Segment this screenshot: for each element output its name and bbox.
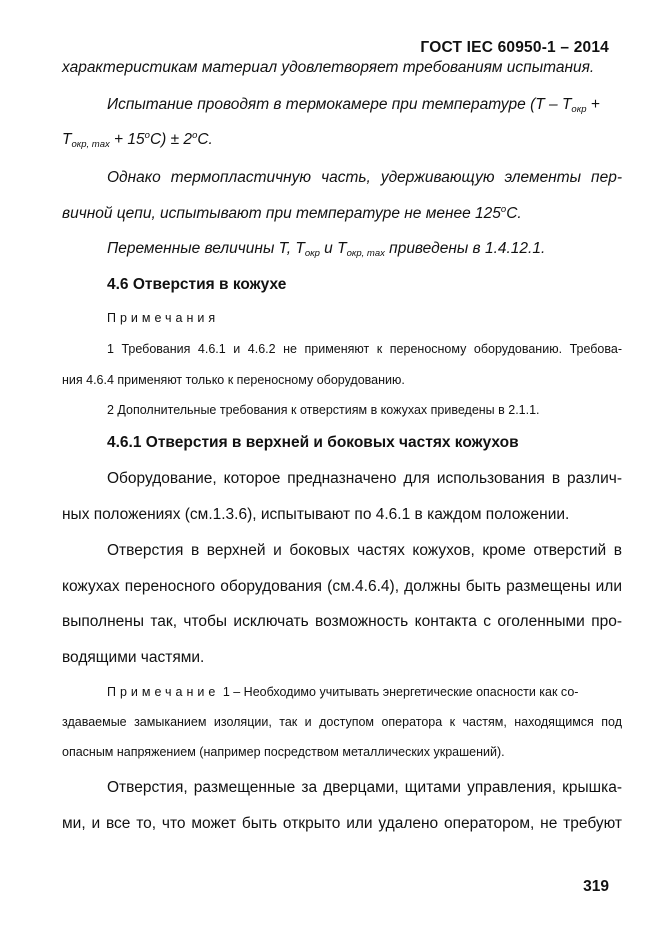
paragraph-doors-line1: Отверстия, размещенные за дверцами, щитами управления, крышка- xyxy=(107,779,622,796)
paragraph-thermoplastic-line1: Однако термопластичную часть, удерживающую элементы пер- xyxy=(107,169,622,186)
note-1-line1: 1 Требования 4.6.1 и 4.6.2 не применяют к переносному оборудованию. Требова- xyxy=(107,342,622,356)
paragraph-equipment-line2: ных положениях (см.1.3.6), испытывают по 4.6.1 в каждом положении. xyxy=(62,506,570,523)
note-3-line1: Примечание 1 – Необходимо учитывать энергетические опасности как со- xyxy=(107,685,579,699)
notes-label: Примечания xyxy=(107,311,220,325)
paragraph-openings-line4: водящими частями. xyxy=(62,649,205,666)
note-1-line2: ния 4.6.4 применяют только к переносному оборудованию. xyxy=(62,373,405,387)
paragraph-thermoplastic-line2: вичной цепи, испытывают при температуре не менее 125$^o$C. xyxy=(62,204,522,222)
paragraph-openings-line2: кожухах переносного оборудования (см.4.6.4), должны быть размещены или xyxy=(62,578,622,595)
paragraph-openings-line1: Отверстия в верхней и боковых частях кожухов, кроме отверстий в xyxy=(107,542,622,559)
paragraph-doors-line2: ми, и все то, что может быть открыто или удалено оператором, не требуют xyxy=(62,815,622,832)
note-3-line2: здаваемые замыканием изоляции, так и доступом оператора к частям, находящимся под xyxy=(62,715,622,729)
paragraph-equipment-line1: Оборудование, которое предназначено для использования в различ- xyxy=(107,470,622,487)
paragraph-variables: Переменные величины T, $T_{окр}$ и $T_{окр, max}$ приведены в 1.4.12.1. xyxy=(107,240,546,259)
note-3-line3: опасным напряжением (например посредством металлических украшений). xyxy=(62,745,505,759)
note-2: 2 Дополнительные требования к отверстиям в кожухах приведены в 2.1.1. xyxy=(107,403,540,417)
paragraph-line: характеристикам материал удовлетворяет требованиям испытания. xyxy=(62,59,595,76)
paragraph-test-conditions-line1: Испытание проводят в термокамере при температуре ($T - T_{окр}$ + xyxy=(107,96,600,115)
paragraph-openings-line3: выполнены так, чтобы исключать возможность контакта с оголенными про- xyxy=(62,613,622,630)
paragraph-test-conditions-line2: $T_{окр, max} + 15^oC) \pm 2^oC$. xyxy=(62,130,213,150)
section-heading-4-6-1: 4.6.1 Отверстия в верхней и боковых частях кожухов xyxy=(107,434,519,451)
page-number: 319 xyxy=(583,878,609,895)
section-heading-4-6: 4.6 Отверстия в кожухе xyxy=(107,276,287,293)
document-header: ГОСТ IEC 60950-1 – 2014 xyxy=(420,39,609,56)
